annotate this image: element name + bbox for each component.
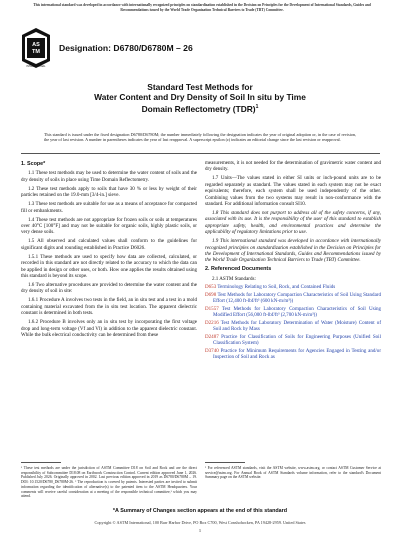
reference-title: Practice for Classification of Soils for Engineering Purposes (Unified Soil Classification System) [213,333,381,347]
para-1-6-2: 1.6.2 Procedure B involves only an in situ test by incorporating the first voltage drop and long-term voltage (Vf and Vl) in addition to the apparent dielectric constant. While the bulk electrical conductivity can be determined from these [21,319,197,339]
reference-number: D1557 [205,305,219,312]
astm-standards-heading: 2.1 ASTM Standards: [212,275,256,282]
reference-number: D698 [205,291,217,298]
footnote-divider-left [21,462,61,463]
para-1-1: 1.1 These test methods may be used to determine the water content of soils and the dry density of soils in place using Time Domain Reflectometry. [21,170,197,183]
footnote-left: ¹ These test methods are under the jurisdiction of ASTM Committee D18 on Soil and Rock and are the direct responsibility of Subcommittee D18.08 on Earthwork Construction Control. Current edition approved June 1, 2026. Published July 2026. Originally approved in 2002. Last previous edition approved in 2019 as D6780/D6780M – 19. DOI: 10.1520/D6780_D6780M-26. ² The reproduction is covered by patents. Interested parties are invited to submit information regarding the identification of alternative(s) to the patented item to the ASTM Headquarters. Your comments will receive careful consideration at a meeting of the responsible technical committee,¹ which you may attend. [21,466,197,499]
reference-title: Test Methods for Laboratory Compaction Characteristics of Soil Using Standard Effort (12,400 ft-lbf/ft³ (600 kN-m/m³)) [213,291,382,305]
header-notice: This international standard was developed in accordance with internationally recognized principles on standardization established in the Decision on Principles for the Development of International Standards, Guides and Recommendations issued by the World Trade Organization Technical Barriers to Trade (TBT) Committee. [33,3,371,12]
para-1-9: 1.9 This international standard was developed in accordance with internationally recognized principles on standardization established in the Decision on Principles for the Development of International Standards, Guides and Recommendations issued by the World Trade Organization Technical Barriers to Trade (TBT) Committee. [205,238,381,264]
copyright-line: Copyright © ASTM International, 100 Barr Harbor Drive, PO Box C700, West Conshohocken, PA 19428-2959. United States [94,520,306,525]
reference-number: D653 [205,284,217,291]
reference-item[interactable] [205,319,382,333]
reference-item[interactable] [205,291,382,305]
reference-title: Practice for Minimum Requirements for Agencies Engaged in Testing and/or Inspection of Soil and Rock as [213,347,381,361]
title-footnote-marker: 1 [255,104,259,111]
para-1-5-1: 1.5.1 These methods are used to specify how data are collected, calculated, or recorded in this standard are not directly related to the accuracy to which the data can be applied in design or other uses, or both. How one applies the results obtained using this standard is beyond its scope. [21,253,197,280]
para-1-6: 1.6 Two alternative procedures are provided to determine the water content and the dry density of soil in site: [21,282,197,295]
section-title-scope: 1. Scope* [21,161,46,167]
title-line-2: Water Content and Dry Density of Soil In situ by Time [94,92,306,103]
svg-text:AS: AS [32,42,40,48]
reference-title: Test Methods for Laboratory Compaction Characteristics of Soil Using Modified Effort (56,000 ft-lbf/ft³ (2,700 kN-m/m³)) [213,305,381,319]
title-line-3-text: Domain Reflectometry (TDR) [141,104,256,115]
reference-item[interactable] [205,305,381,319]
reference-number: D3740 [205,347,219,354]
footnote-divider-right [205,462,245,463]
para-1-5: 1.5 All observed and calculated values shall conform to the guidelines for significant digits and rounding established in Practice D6026. [21,238,197,251]
reference-number: D2487 [205,333,219,340]
para-1-7: 1.7 Units—The values stated in either SI units or inch-pound units are to be regarded separately as standard. The values stated in each system may not be exact equivalents; therefore, each system shall be used independently of the other. Combining values from the two systems may result in non-conformance with the standard. For additional information consult SI10. [205,175,381,208]
reference-number: D2216 [205,319,219,326]
right-column [205,160,381,362]
reference-item[interactable] [205,333,381,347]
document-title [60,82,340,114]
para-1-4: 1.4 These test methods are not appropriate for frozen soils or soils at temperatures over 40°C [100°F] and may not be suitable for organic soils, highly plastic soils, or very dense soils. [21,216,197,236]
designation: Designation: D6780/D6780M – 26 [59,43,193,53]
standard-issue-statement: This standard is issued under the fixed designation D6780/D6780M; the number immediately following the designation indicates the year of original adoption or, in the case of revision, the year of last revision. A number in parentheses indicates the year of last reapproval. A superscript epsilon (ε) indicates an editorial change since the last revision or reapproval. [44,132,356,143]
reference-title: Test Methods for Laboratory Determination of Water (Moisture) Content of Soil and Rock by Mass [213,319,382,333]
reference-item[interactable] [205,284,381,291]
para-1-3: 1.3 These test methods are suitable for use as a means of acceptance for compacted fill or embankments. [21,201,197,214]
para-continuation: measurements, it is not needed for the determination of gravimetric water content and dry density. [205,160,381,173]
footnote-right: ² For referenced ASTM standards, visit the ASTM website, www.astm.org, or contact ASTM Customer Service at service@astm.org. For Annual Book of ASTM Standards volume information, refer to the standard's Document Summary page on the ASTM website. [205,466,381,480]
section-title-referenced-documents: 2. Referenced Documents [205,266,272,273]
summary-of-changes-note: *A Summary of Changes section appears at the end of this standard [112,508,288,514]
svg-text:INTERNATIONAL: INTERNATIONAL [26,65,46,68]
title-line-3 [60,102,340,114]
header-divider [21,153,380,154]
page-number: 1 [198,528,202,533]
reference-title: Terminology Relating to Soil, Rock, and Contained Fluids [217,284,336,291]
title-line-1: Standard Test Methods for [147,82,253,92]
svg-text:TM: TM [32,49,40,55]
left-column [21,160,197,341]
reference-item[interactable] [205,347,381,361]
para-1-8: 1.8 This standard does not purport to address all of the safety concerns, if any, associated with its use. It is the responsibility of the user of this standard to establish appropriate safety, health, and environmental practices and determine the applicability of regulatory limitations prior to use. [205,210,381,236]
para-1-2: 1.2 These test methods apply to soils that have 30 % or less by weight of their particles retained on the 19.0-mm [3/4-in.] sieve. [21,185,197,199]
astm-logo-icon [21,27,51,69]
para-1-6-1: 1.6.1 Procedure A involves two tests in the field, an in situ test and a test in a mold containing material excavated from the in situ test location. The apparent dielectric constant is determined in both tests. [21,297,197,317]
